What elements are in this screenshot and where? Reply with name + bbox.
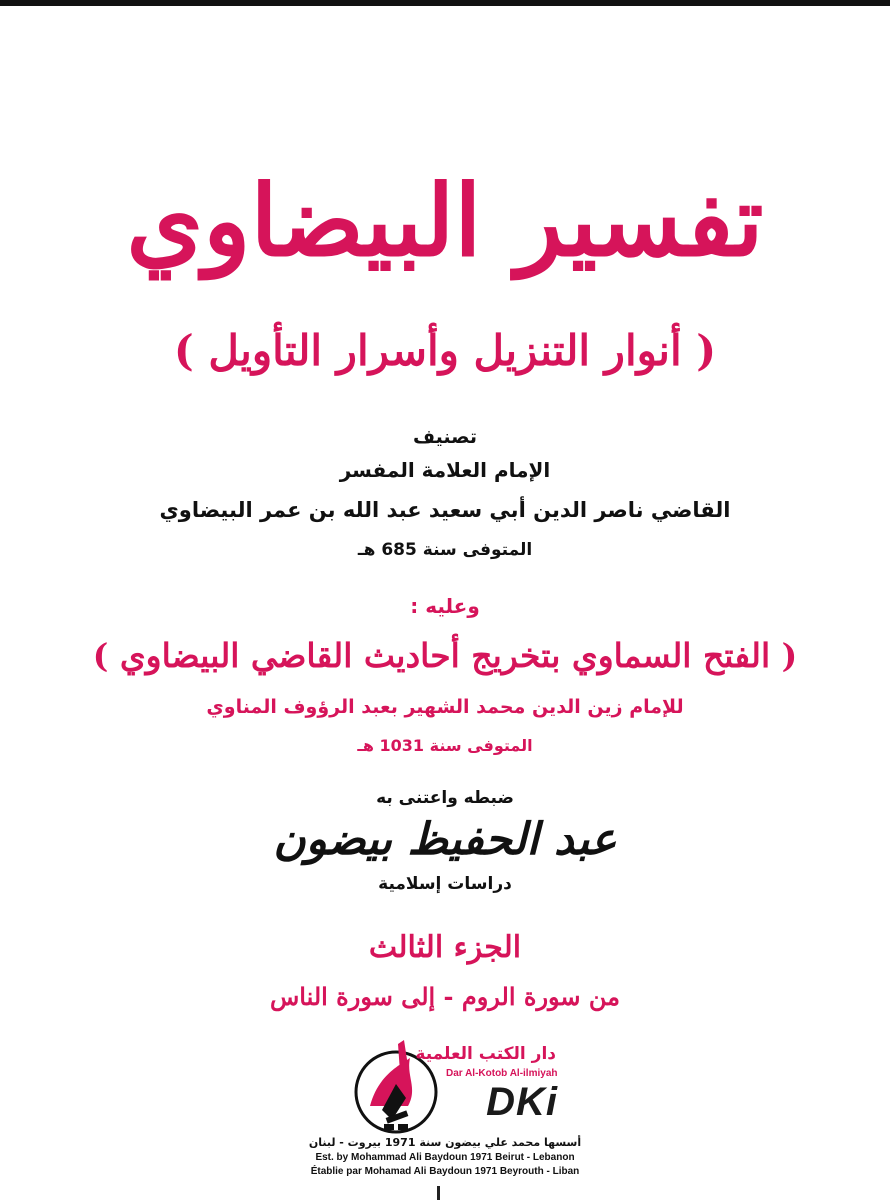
compiled-by-label: تصنيف	[413, 426, 477, 448]
commentary-death-year: المتوفى سنة 1031 هـ	[357, 736, 533, 755]
established-french: Établie par Mohamad Ali Baydoun 1971 Beyrouth - Liban	[310, 1166, 580, 1177]
publisher-name-english: Dar Al-Kotob Al-ilmiyah	[446, 1068, 558, 1079]
established-english: Est. by Mohammad Ali Baydoun 1971 Beirut - Lebanon	[315, 1152, 575, 1163]
author-name: القاضي ناصر الدين أبي سعيد عبد الله بن عمر البيضاوي	[159, 498, 731, 522]
established-arabic: أسسها محمد علي بيضون سنة 1971 بيروت - لبنان	[308, 1136, 582, 1149]
main-title: تفسير البيضاوي	[126, 164, 764, 279]
surah-range: من سورة الروم - إلى سورة الناس	[269, 982, 621, 1011]
imam-title: الإمام العلامة المفسر	[339, 458, 551, 482]
editor-name: عبد الحفيظ بيضون	[273, 814, 617, 865]
bottom-edge-mark	[437, 1186, 440, 1200]
commentary-title: ( الفتح السماوي بتخريج أحاديث القاضي البيضاوي )	[92, 636, 798, 675]
subtitle: ( أنوار التنزيل وأسرار التأويل )	[173, 326, 717, 375]
author-death-year: المتوفى سنة 685 هـ	[357, 540, 533, 560]
and-on-it-label: وعليه :	[410, 594, 480, 618]
book-cover	[0, 6, 890, 1200]
editor-field: دراسات إسلامية	[378, 874, 512, 894]
volume-label: الجزء الثالث	[368, 930, 522, 965]
publisher-name-arabic: دار الكتب العلمية	[415, 1044, 556, 1064]
publisher-block	[0, 1030, 890, 1198]
commentary-author: للإمام زين الدين محمد الشهير بعبد الرؤوف المناوي	[206, 696, 684, 718]
edited-by-label: ضبطه واعتنى به	[376, 788, 514, 808]
publisher-abbreviation: DKi	[486, 1080, 558, 1124]
